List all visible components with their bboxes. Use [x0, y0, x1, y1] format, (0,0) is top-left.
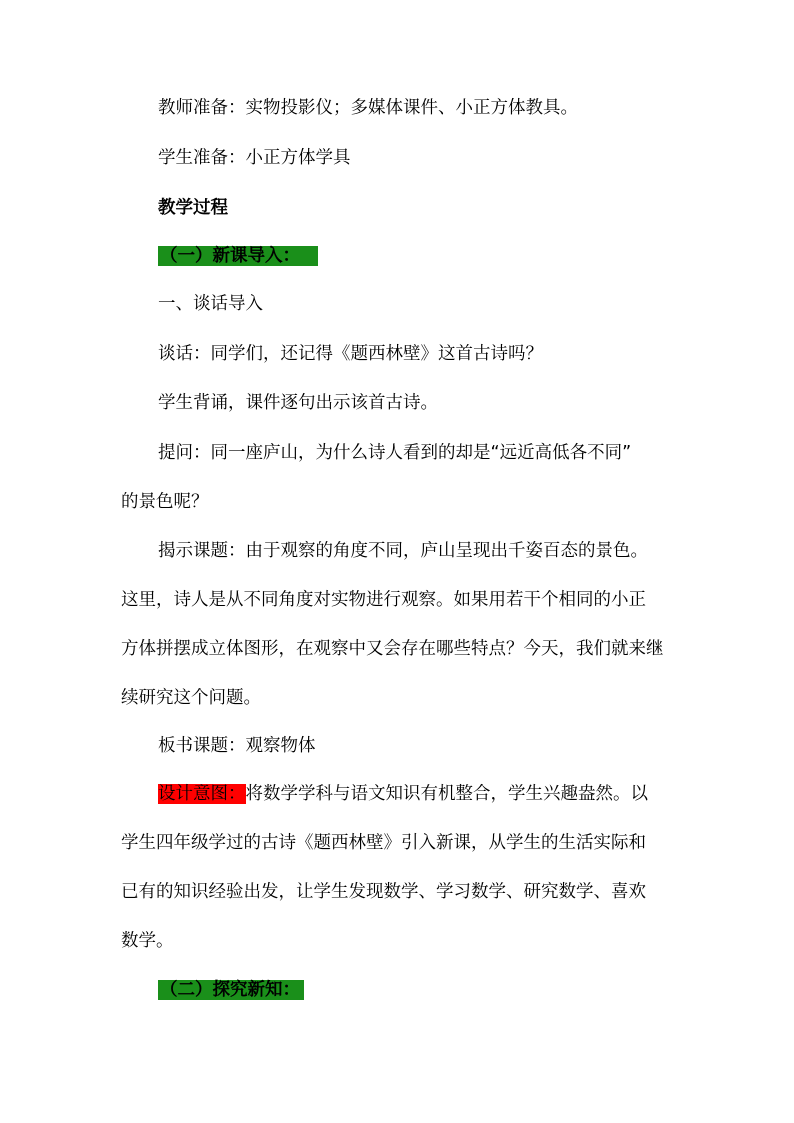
student-prep-line: 学生准备：小正方体学具 — [158, 148, 351, 168]
section-heading: 教学过程 — [158, 198, 228, 218]
design-intent-label: 设计意图： — [158, 784, 246, 804]
green-highlight: （一）新课导入： — [158, 246, 318, 266]
green-highlight: （二）探究新知： — [158, 980, 304, 1000]
paragraph-line: 的景色呢？ — [121, 492, 209, 512]
paragraph-line: 一、谈话导入 — [158, 294, 263, 314]
paragraph-line: 数学。 — [121, 931, 174, 951]
subsection-heading-2 — [158, 978, 304, 1002]
paragraph-line: 续研究这个问题。 — [121, 688, 261, 708]
paragraph-line: 板书课题：观察物体 — [158, 736, 316, 756]
paragraph-line: 方体拼摆成立体图形，在观察中又会存在哪些特点？今天，我们就来继 — [121, 639, 664, 659]
paragraph-line: 揭示课题：由于观察的角度不同，庐山呈现出千姿百态的景色。 — [158, 541, 648, 561]
teacher-prep-line: 教师准备：实物投影仪；多媒体课件、小正方体教具。 — [158, 98, 578, 118]
paragraph-line: 这里，诗人是从不同角度对实物进行观察。如果用若干个相同的小正 — [121, 590, 646, 610]
subsection-heading-1 — [158, 244, 318, 268]
paragraph-line: 学生背诵，课件逐句出示该首古诗。 — [158, 393, 438, 413]
paragraph-line: 谈话：同学们，还记得《题西林壁》这首古诗吗？ — [158, 344, 543, 364]
paragraph-line: 已有的知识经验出发，让学生发现数学、学习数学、研究数学、喜欢 — [121, 882, 646, 902]
design-intent-line: 设计意图：将数学学科与语文知识有机整合，学生兴趣盎然。以 — [158, 784, 648, 804]
paragraph-line: 学生四年级学过的古诗《题西林壁》引入新课，从学生的生活实际和 — [121, 833, 646, 853]
paragraph-line: 提问：同一座庐山，为什么诗人看到的却是“远近高低各不同” — [158, 443, 632, 463]
